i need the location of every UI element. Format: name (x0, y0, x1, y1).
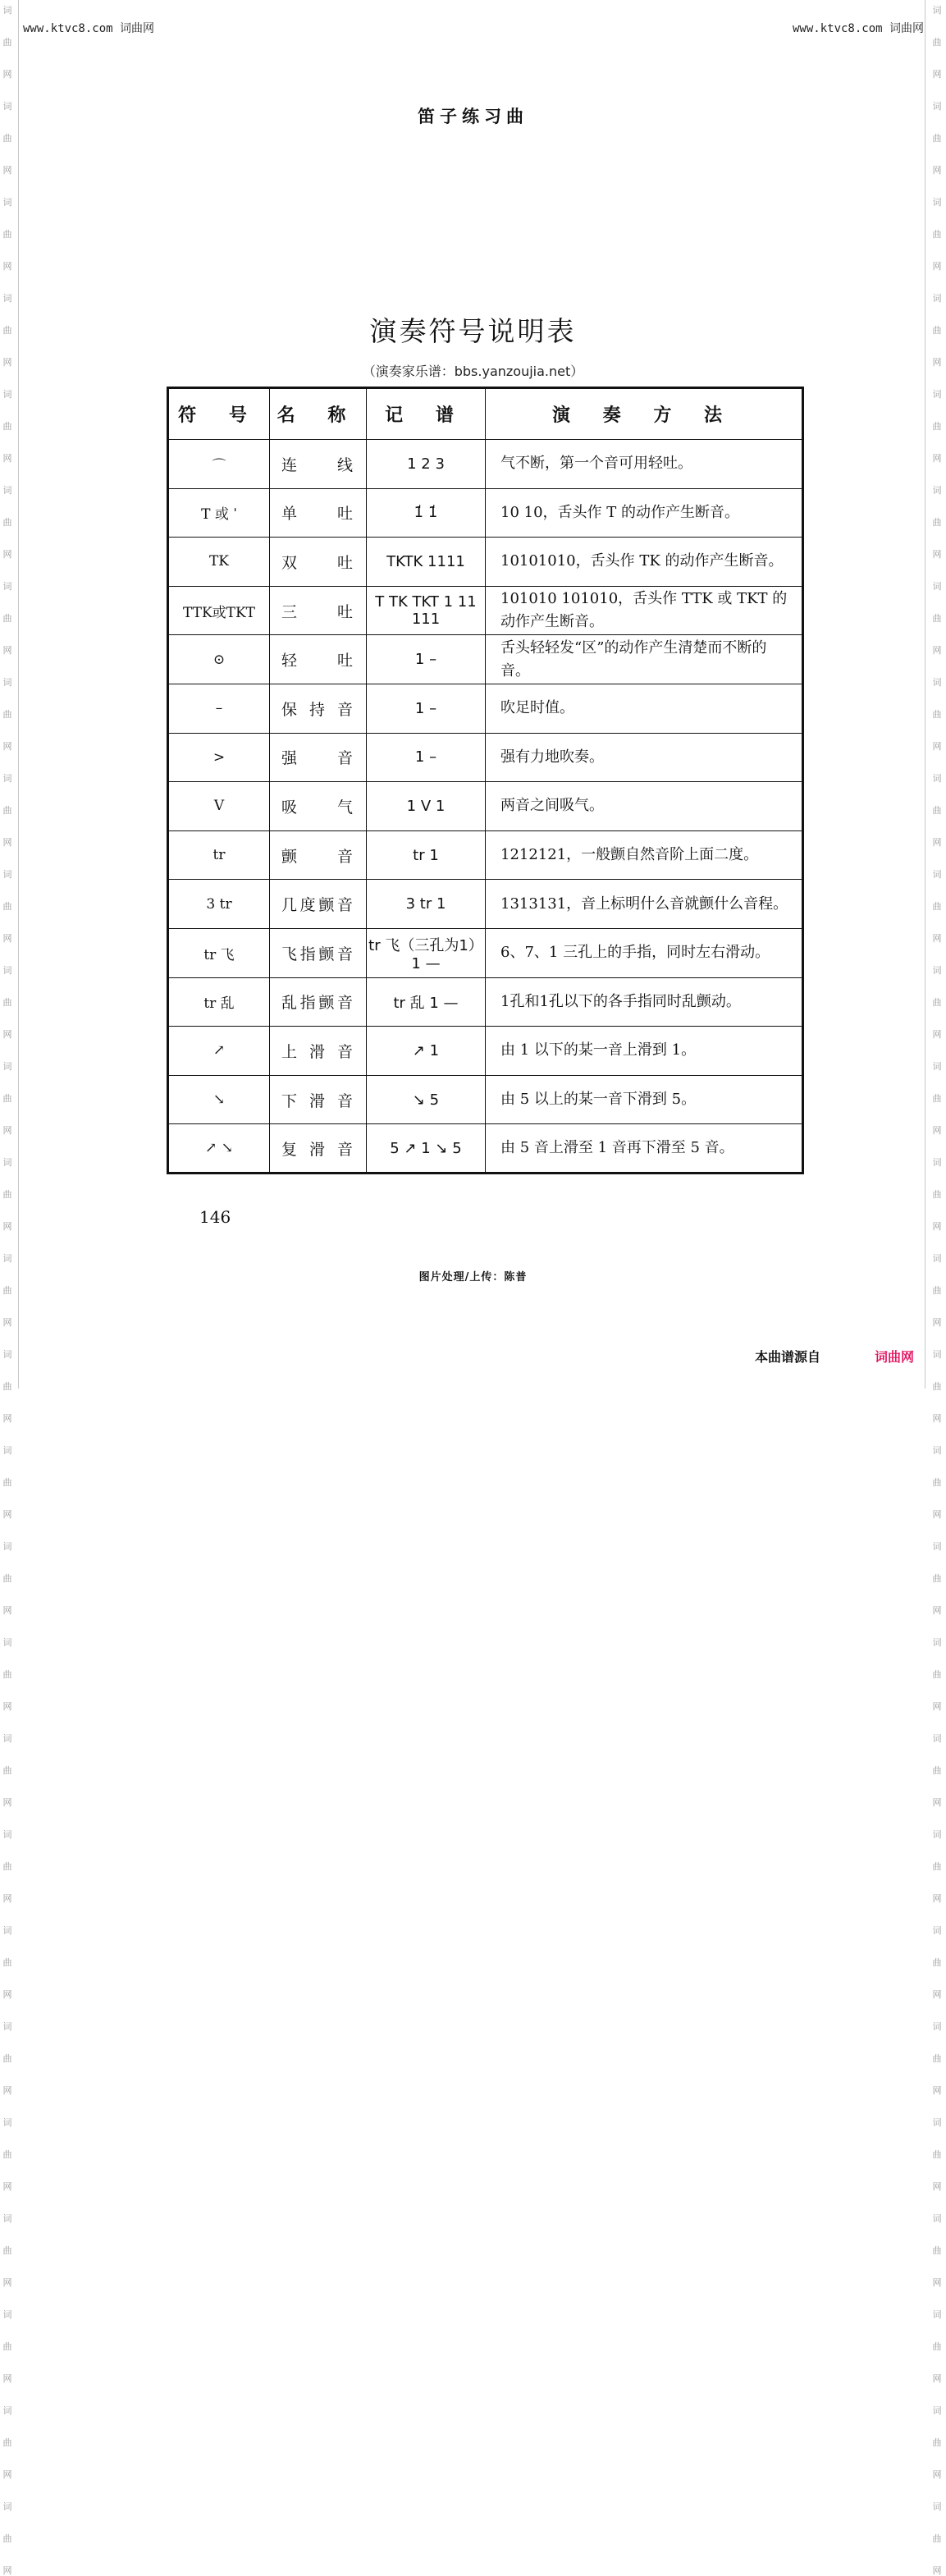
notation-cell: 3 tr 1 (367, 880, 486, 929)
name-cell (270, 977, 367, 1027)
watermark-char: 网 (932, 1797, 942, 1808)
method-cell: 由 1 以下的某一音上滑到 1。 (486, 1027, 803, 1076)
right-watermark-strip (931, 0, 943, 2576)
symbol-cell: ⊙ (168, 635, 270, 684)
symbol-cell: > (168, 733, 270, 782)
watermark-char: 网 (2, 549, 12, 560)
watermark-char: 词 (932, 1829, 942, 1840)
watermark-char: 网 (932, 2181, 942, 2192)
watermark-char: 词 (2, 1541, 12, 1552)
name-text: 轻 吐 (281, 652, 353, 670)
symbol-cell: TK (168, 538, 270, 587)
watermark-char: 曲 (2, 229, 12, 240)
watermark-char: 词 (932, 2021, 942, 2032)
notation-cell: 1 2 3 (367, 440, 486, 489)
watermark-char: 曲 (932, 2245, 942, 2256)
watermark-char: 曲 (932, 997, 942, 1008)
left-margin-line (18, 0, 19, 1389)
table-row (168, 684, 803, 733)
watermark-char: 网 (2, 2469, 12, 2480)
watermark-char: 网 (2, 1605, 12, 1616)
watermark-char: 词 (932, 1541, 942, 1552)
watermark-char: 曲 (2, 2149, 12, 2160)
watermark-char: 曲 (2, 1093, 12, 1104)
watermark-char: 网 (2, 261, 12, 272)
book-title: 笛子练习曲 (418, 106, 528, 126)
watermark-char: 词 (2, 2117, 12, 2128)
table-row (168, 488, 803, 538)
page-title: 演奏符号说明表 (369, 315, 577, 347)
watermark-char: 词 (2, 293, 12, 304)
watermark-char: 网 (932, 2277, 942, 2288)
method-cell: 气不断，第一个音可用轻吐。 (486, 440, 803, 489)
watermark-char: 词 (932, 773, 942, 784)
page-number: 146 (199, 1207, 231, 1227)
watermark-char: 词 (2, 773, 12, 784)
name-cell (270, 928, 367, 977)
watermark-char: 词 (2, 101, 12, 112)
watermark-char: 网 (932, 1605, 942, 1616)
watermark-char: 词 (2, 1349, 12, 1360)
header-right-site: 词曲网 (889, 22, 925, 35)
name-cell (270, 538, 367, 587)
symbol-cell: TTK或TKT (168, 586, 270, 635)
watermark-char: 网 (932, 2565, 942, 2576)
table-row (168, 538, 803, 587)
watermark-char: 曲 (932, 709, 942, 720)
watermark-char: 网 (932, 1221, 942, 1232)
watermark-char: 词 (2, 581, 12, 592)
watermark-char: 曲 (932, 1093, 942, 1104)
table-header-row (168, 388, 803, 440)
watermark-char: 曲 (932, 37, 942, 48)
watermark-char: 曲 (2, 709, 12, 720)
watermark-char: 词 (932, 1445, 942, 1456)
watermark-char: 词 (932, 1637, 942, 1648)
header-right-url[interactable]: www.ktvc8.com (793, 22, 883, 35)
watermark-char: 曲 (932, 133, 942, 144)
upload-credit: 图片处理/上传：陈普 (418, 1271, 528, 1283)
watermark-char: 网 (2, 1317, 12, 1328)
watermark-char: 曲 (932, 2053, 942, 2064)
watermark-char: 词 (2, 1253, 12, 1264)
symbol-cell: – (168, 684, 270, 733)
watermark-char: 词 (932, 2309, 942, 2320)
watermark-char: 网 (932, 1509, 942, 1520)
watermark-char: 词 (2, 1637, 12, 1648)
watermark-char: 网 (932, 645, 942, 656)
watermark-char: 词 (2, 2309, 12, 2320)
table-row (168, 977, 803, 1027)
watermark-char: 网 (2, 1125, 12, 1136)
name-text: 飞 指 颤 音 (281, 945, 353, 963)
watermark-char: 曲 (932, 1573, 942, 1584)
footer-site-link[interactable]: 词曲网 (875, 1349, 915, 1365)
watermark-char: 网 (2, 2373, 12, 2384)
watermark-char: 网 (2, 645, 12, 656)
watermark-char: 网 (2, 69, 12, 80)
symbol-legend-table (167, 387, 804, 1174)
watermark-char: 网 (2, 2085, 12, 2096)
watermark-char: 网 (2, 1893, 12, 1904)
header-notation: 记 谱 (367, 388, 486, 440)
watermark-char: 曲 (2, 1861, 12, 1872)
watermark-char: 词 (932, 581, 942, 592)
source-note: （演奏家乐谱：bbs.yanzoujia.net） (362, 364, 584, 379)
watermark-char: 曲 (932, 1669, 942, 1680)
watermark-char: 曲 (932, 613, 942, 624)
watermark-char: 网 (932, 2085, 942, 2096)
name-text: 上 滑 音 (281, 1042, 353, 1061)
watermark-char: 网 (932, 165, 942, 176)
watermark-char: 词 (932, 1349, 942, 1360)
watermark-char: 网 (2, 1509, 12, 1520)
table-row (168, 1075, 803, 1124)
watermark-char: 词 (932, 1925, 942, 1936)
watermark-char: 网 (2, 1413, 12, 1424)
watermark-char: 词 (2, 965, 12, 976)
watermark-char: 曲 (932, 1477, 942, 1488)
watermark-char: 词 (932, 965, 942, 976)
watermark-char: 曲 (2, 1477, 12, 1488)
method-cell: 两音之间吸气。 (486, 782, 803, 831)
name-cell (270, 830, 367, 880)
watermark-char: 词 (932, 293, 942, 304)
watermark-char: 曲 (932, 1381, 942, 1392)
watermark-char: 网 (2, 1029, 12, 1040)
watermark-char: 词 (932, 2213, 942, 2224)
watermark-char: 词 (2, 1445, 12, 1456)
symbol-cell: tr (168, 830, 270, 880)
watermark-char: 曲 (932, 805, 942, 816)
watermark-char: 词 (2, 485, 12, 496)
name-cell (270, 684, 367, 733)
table-row (168, 733, 803, 782)
watermark-char: 词 (932, 1733, 942, 1744)
watermark-char: 曲 (2, 1957, 12, 1968)
watermark-char: 网 (2, 837, 12, 848)
symbol-cell: ⌒ (168, 440, 270, 489)
name-cell (270, 586, 367, 635)
name-text: 三 吐 (281, 602, 353, 621)
watermark-char: 词 (2, 2021, 12, 2032)
name-text: 保 持 音 (281, 700, 353, 719)
watermark-char: 网 (932, 549, 942, 560)
watermark-char: 曲 (2, 613, 12, 624)
watermark-char: 曲 (2, 1381, 12, 1392)
symbol-cell: ↘ (168, 1075, 270, 1124)
watermark-char: 曲 (2, 1285, 12, 1296)
watermark-char: 曲 (2, 325, 12, 336)
watermark-char: 词 (932, 2405, 942, 2416)
watermark-char: 网 (932, 261, 942, 272)
notation-cell: 1 – (367, 635, 486, 684)
header-left (23, 20, 154, 36)
footer-source-label: 本曲谱源自 (755, 1349, 821, 1365)
watermark-char: 词 (932, 485, 942, 496)
method-cell: 由 5 以上的某一音下滑到 5。 (486, 1075, 803, 1124)
watermark-char: 网 (932, 1125, 942, 1136)
watermark-char: 曲 (2, 901, 12, 912)
method-cell: 强有力地吹奏。 (486, 733, 803, 782)
name-cell (270, 1075, 367, 1124)
watermark-char: 词 (932, 101, 942, 112)
watermark-char: 曲 (2, 37, 12, 48)
watermark-char: 曲 (932, 517, 942, 528)
watermark-char: 词 (932, 677, 942, 688)
symbol-cell: tr 飞 (168, 928, 270, 977)
symbol-cell: ↗ (168, 1027, 270, 1076)
header-name: 名 称 (270, 388, 367, 440)
name-text: 强 音 (281, 749, 353, 768)
watermark-char: 曲 (932, 1861, 942, 1872)
watermark-char: 词 (2, 2405, 12, 2416)
watermark-char: 网 (932, 1701, 942, 1712)
watermark-char: 曲 (2, 2053, 12, 2064)
method-cell: 10 10，舌头作 T 的动作产生断音。 (486, 488, 803, 538)
symbol-cell: ↗ ↘ (168, 1124, 270, 1174)
method-cell: 1313131，音上标明什么音就颤什么音程。 (486, 880, 803, 929)
watermark-char: 曲 (2, 1573, 12, 1584)
symbol-cell: T 或 ˈ (168, 488, 270, 538)
watermark-char: 词 (2, 1925, 12, 1936)
notation-cell: 5 ↗ 1 ↘ 5 (367, 1124, 486, 1174)
name-cell (270, 1027, 367, 1076)
watermark-char: 网 (2, 165, 12, 176)
watermark-char: 词 (2, 1061, 12, 1072)
watermark-char: 词 (2, 2213, 12, 2224)
notation-cell: 1̍ 1̍ (367, 488, 486, 538)
notation-cell: TKTK 1111 (367, 538, 486, 587)
watermark-char: 网 (932, 741, 942, 752)
notation-cell: tr 1 (367, 830, 486, 880)
watermark-char: 词 (2, 389, 12, 400)
table-row (168, 586, 803, 635)
watermark-char: 网 (932, 2373, 942, 2384)
method-cell: 吹足时值。 (486, 684, 803, 733)
header-left-site: 词曲网 (120, 22, 155, 35)
watermark-char: 曲 (2, 1189, 12, 1200)
watermark-char: 网 (2, 1797, 12, 1808)
notation-cell: tr 飞（三孔为1） 1 — (367, 928, 486, 977)
watermark-char: 曲 (932, 2149, 942, 2160)
symbol-cell: 3 tr (168, 880, 270, 929)
watermark-char: 词 (932, 5, 942, 16)
name-text: 复 滑 音 (281, 1140, 353, 1159)
watermark-char: 网 (2, 741, 12, 752)
watermark-char: 网 (2, 933, 12, 944)
watermark-char: 曲 (2, 805, 12, 816)
watermark-char: 词 (932, 1157, 942, 1168)
watermark-char: 词 (2, 1733, 12, 1744)
header-method: 演 奏 方 法 (486, 388, 803, 440)
watermark-char: 曲 (2, 2245, 12, 2256)
table-row (168, 1027, 803, 1076)
name-text: 几 度 颤 音 (281, 896, 353, 915)
table-row (168, 830, 803, 880)
watermark-char: 词 (932, 1253, 942, 1264)
method-cell: 6、7、1 三孔上的手指，同时左右滑动。 (486, 928, 803, 977)
notation-cell: T TK TKT 1 11 111 (367, 586, 486, 635)
table-row (168, 635, 803, 684)
watermark-char: 词 (2, 677, 12, 688)
watermark-char: 曲 (932, 1189, 942, 1200)
watermark-char: 网 (932, 69, 942, 80)
header-right (793, 20, 924, 36)
watermark-char: 词 (2, 197, 12, 208)
name-cell (270, 440, 367, 489)
watermark-char: 网 (932, 357, 942, 368)
notation-cell: 1 V 1 (367, 782, 486, 831)
watermark-char: 曲 (932, 901, 942, 912)
name-cell (270, 880, 367, 929)
watermark-char: 词 (932, 1061, 942, 1072)
watermark-char: 网 (932, 1413, 942, 1424)
watermark-char: 网 (2, 2181, 12, 2192)
watermark-char: 词 (2, 1157, 12, 1168)
table-row (168, 440, 803, 489)
watermark-char: 词 (2, 1829, 12, 1840)
watermark-char: 曲 (932, 1765, 942, 1776)
name-text: 连 线 (281, 455, 353, 474)
watermark-char: 曲 (2, 1669, 12, 1680)
watermark-char: 曲 (2, 997, 12, 1008)
name-cell (270, 1124, 367, 1174)
watermark-char: 网 (932, 1029, 942, 1040)
name-text: 双 吐 (281, 553, 353, 572)
watermark-char: 曲 (932, 2341, 942, 2352)
method-cell: 1212121，一般颤自然音阶上面二度。 (486, 830, 803, 880)
watermark-char: 曲 (2, 1765, 12, 1776)
name-text: 下 滑 音 (281, 1091, 353, 1110)
name-cell (270, 635, 367, 684)
watermark-char: 曲 (2, 133, 12, 144)
symbol-cell: V (168, 782, 270, 831)
watermark-char: 曲 (2, 2437, 12, 2448)
watermark-char: 词 (2, 2501, 12, 2512)
watermark-char: 曲 (2, 2533, 12, 2544)
notation-cell: tr 乱 1 — (367, 977, 486, 1027)
watermark-char: 网 (932, 933, 942, 944)
method-cell: 10101010，舌头作 TK 的动作产生断音。 (486, 538, 803, 587)
watermark-char: 曲 (2, 517, 12, 528)
watermark-char: 网 (2, 1989, 12, 2000)
watermark-char: 网 (2, 1701, 12, 1712)
notation-cell: 1 – (367, 733, 486, 782)
table-row (168, 880, 803, 929)
notation-cell: ↘ 5 (367, 1075, 486, 1124)
watermark-char: 词 (932, 197, 942, 208)
name-cell (270, 733, 367, 782)
watermark-char: 网 (932, 2469, 942, 2480)
watermark-char: 网 (932, 837, 942, 848)
watermark-char: 网 (2, 357, 12, 368)
watermark-char: 曲 (932, 2533, 942, 2544)
header-symbol: 符 号 (168, 388, 270, 440)
watermark-char: 曲 (932, 2437, 942, 2448)
watermark-char: 网 (932, 1989, 942, 2000)
watermark-char: 词 (932, 2117, 942, 2128)
watermark-char: 网 (932, 1893, 942, 1904)
name-cell (270, 488, 367, 538)
watermark-char: 网 (932, 453, 942, 464)
watermark-char: 网 (2, 2277, 12, 2288)
symbol-cell: tr 乱 (168, 977, 270, 1027)
table-row (168, 928, 803, 977)
watermark-char: 网 (2, 2565, 12, 2576)
notation-cell: 1 – (367, 684, 486, 733)
watermark-char: 曲 (932, 421, 942, 432)
watermark-char: 网 (2, 453, 12, 464)
name-text: 吸 气 (281, 798, 353, 817)
table-row (168, 1124, 803, 1174)
name-text: 单 吐 (281, 505, 353, 524)
watermark-char: 网 (932, 1317, 942, 1328)
name-text: 颤 音 (281, 847, 353, 866)
watermark-char: 词 (932, 2501, 942, 2512)
watermark-char: 网 (2, 1221, 12, 1232)
watermark-char: 曲 (932, 229, 942, 240)
watermark-char: 曲 (2, 421, 12, 432)
watermark-char: 曲 (932, 1957, 942, 1968)
method-cell: 舌头轻轻发“区”的动作产生清楚而不断的音。 (486, 635, 803, 684)
watermark-char: 曲 (2, 2341, 12, 2352)
notation-cell: ↗ 1 (367, 1027, 486, 1076)
table-row (168, 782, 803, 831)
watermark-char: 词 (2, 869, 12, 880)
name-text: 乱 指 颤 音 (281, 994, 353, 1013)
method-cell: 由 5 音上滑至 1 音再下滑至 5 音。 (486, 1124, 803, 1174)
watermark-char: 曲 (932, 1285, 942, 1296)
watermark-char: 词 (932, 869, 942, 880)
method-cell: 101010 101010，舌头作 TTK 或 TKT 的动作产生断音。 (486, 586, 803, 635)
watermark-char: 词 (2, 5, 12, 16)
header-left-url[interactable]: www.ktvc8.com (23, 22, 113, 35)
name-cell (270, 782, 367, 831)
left-watermark-strip (2, 0, 13, 2576)
watermark-char: 曲 (932, 325, 942, 336)
method-cell: 1孔和1孔以下的各手指同时乱颤动。 (486, 977, 803, 1027)
watermark-char: 词 (932, 389, 942, 400)
